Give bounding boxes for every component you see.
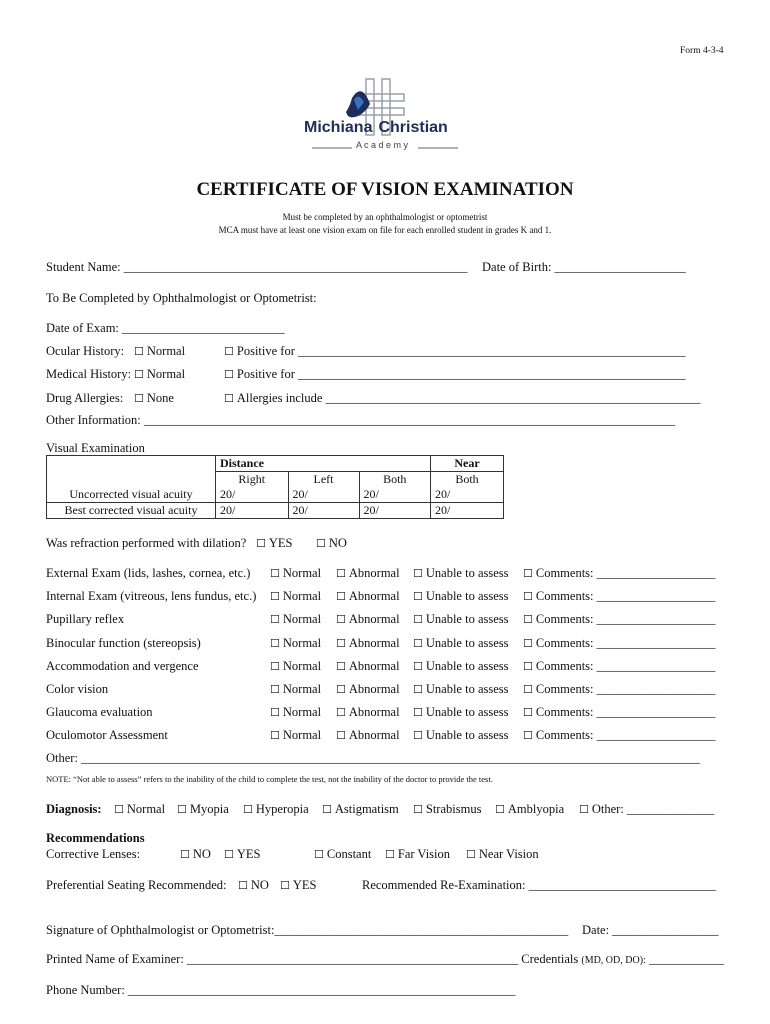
diagnosis-option-label: Other: ______________ [591,802,715,816]
exam-normal-checkbox[interactable] [270,728,321,743]
diagnosis-strabismus-checkbox[interactable] [413,802,481,817]
diagnosis-hyperopia-checkbox[interactable] [243,802,309,817]
ocular-positive-label: Positive for ______________________________________________________________ [236,344,686,358]
exam-abnormal-label: Abnormal [348,566,400,580]
exam-comments-label: Comments: ___________________ [535,635,716,650]
far-vision-checkbox[interactable] [385,847,450,862]
exam-unable-label: Unable to assess [425,612,509,627]
medical-history-label: Medical History: [46,367,132,381]
exam-normal-checkbox[interactable] [270,705,321,720]
exam-unable-checkbox[interactable] [413,566,509,581]
diagnosis-myopia-checkbox[interactable] [177,802,229,817]
diagnosis-amblyopia-checkbox[interactable] [495,802,564,817]
exam-comments-checkbox[interactable] [523,682,715,697]
exam-unable-checkbox[interactable] [413,705,509,720]
exam-normal-label: Normal [282,612,322,627]
refraction-no-label: NO [328,536,347,550]
near-both-header: Both [431,472,504,488]
exam-abnormal-label: Abnormal [348,612,400,627]
other-information-field[interactable]: Other Information: _____________________________________________________________________________________ [46,413,676,427]
date-of-birth-field[interactable]: Date of Birth: _____________________ [482,260,686,274]
logo-name [304,119,448,137]
visual-exam-title: Visual Examination [46,441,145,455]
exam-comments-checkbox[interactable] [523,566,715,581]
exam-abnormal-checkbox[interactable] [336,705,400,720]
acuity-cell[interactable]: 20/ [216,503,289,519]
near-vision-label: Near Vision [478,847,539,861]
exam-unable-label: Unable to assess [425,705,509,720]
both-header: Both [359,472,431,488]
exam-unable-checkbox[interactable] [413,589,509,604]
exam-unable-checkbox[interactable] [413,612,509,627]
phone-number-field[interactable]: Phone Number: ______________________________________________________________ [46,983,516,997]
diagnosis-option-label: Amblyopia [507,802,565,816]
exam-normal-checkbox[interactable] [270,682,321,697]
signature-date-field[interactable]: Date: _________________ [582,923,719,937]
table-cell [47,472,216,488]
page-title: CERTIFICATE OF VISION EXAMINATION [196,179,574,200]
diagnosis-option-label: Strabismus [425,802,482,816]
acuity-cell[interactable]: 20/ [216,487,289,503]
exam-comments-checkbox[interactable] [523,705,715,720]
medical-normal-label: Normal [146,367,186,381]
seating-yes-checkbox[interactable] [280,878,317,893]
distance-header: Distance [216,456,289,472]
medical-normal-checkbox[interactable] [134,367,185,382]
drug-none-label: None [146,391,174,405]
medical-positive-label: Positive for ______________________________________________________________ [236,367,686,381]
exam-abnormal-checkbox[interactable] [336,566,400,581]
medical-positive-checkbox[interactable] [224,367,685,382]
recommendations-heading: Recommendations [46,831,145,845]
exam-normal-checkbox[interactable] [270,612,321,627]
exam-comments-label: Comments: ___________________ [535,705,716,720]
exam-unable-checkbox[interactable] [413,728,509,743]
refraction-question: Was refraction performed with dilation? [46,536,247,550]
reexam-field[interactable]: Recommended Re-Examination: ______________________________ [362,878,717,892]
table-cell [288,456,359,472]
right-header: Right [216,472,289,488]
exam-row-label: Color vision [46,682,109,696]
exam-unable-label: Unable to assess [425,658,509,673]
diagnosis-normal-checkbox[interactable] [114,802,165,817]
credentials-blank: ____________ [648,952,724,966]
exam-normal-label: Normal [282,705,322,720]
exam-row-label: Binocular function (stereopsis) [46,635,201,650]
date-of-exam-field[interactable]: Date of Exam: __________________________ [46,321,285,335]
exam-row-label: Internal Exam (vitreous, lens fundus, etc.) [46,589,257,604]
seating-label: Preferential Seating Recommended: [46,878,227,892]
exam-abnormal-checkbox[interactable] [336,728,400,743]
school-logo [300,76,470,156]
exam-row-label: Pupillary reflex [46,612,125,627]
refraction-no-checkbox[interactable] [316,536,347,551]
exam-abnormal-checkbox[interactable] [336,682,400,697]
exam-normal-label: Normal [282,566,322,580]
refraction-yes-label: YES [268,536,293,550]
constant-checkbox[interactable] [314,847,371,862]
exam-abnormal-label: Abnormal [348,682,400,696]
far-vision-label: Far Vision [397,847,451,861]
exam-normal-checkbox[interactable] [270,566,321,581]
exam-abnormal-label: Abnormal [348,705,400,720]
exam-abnormal-label: Abnormal [348,658,400,673]
exam-unable-label: Unable to assess [425,635,509,650]
subtitle-2: MCA must have at least one vision exam on file for each enrolled student in grades K and 1. [218,225,552,235]
exam-row-label: Oculomotor Assessment [46,728,168,743]
drug-allergies-label: Drug Allergies: [46,391,124,405]
corrective-yes-label: YES [236,847,261,861]
exam-abnormal-label: Abnormal [348,728,400,743]
exam-comments-checkbox[interactable] [523,728,715,743]
acuity-cell[interactable]: 20/ [359,503,431,519]
constant-label: Constant [326,847,372,861]
seating-no-label: NO [250,878,269,892]
exam-comments-label: Comments: ___________________ [535,589,716,604]
completion-heading: To Be Completed by Ophthalmologist or Optometrist: [46,291,317,305]
signature-field[interactable]: Signature of Ophthalmologist or Optometrist:_______________________________________________ [46,923,569,937]
subtitle-1: Must be completed by an ophthalmologist or optometrist [282,212,488,222]
corrective-yes-checkbox[interactable] [224,847,261,862]
exam-unable-checkbox[interactable] [413,636,509,651]
exam-unable-label: Unable to assess [425,566,509,580]
exam-row-label: Accommodation and vergence [46,658,199,673]
drug-none-checkbox[interactable] [134,391,174,406]
exam-normal-label: Normal [282,682,322,696]
exam-unable-checkbox[interactable] [413,659,509,674]
exam-unable-label: Unable to assess [425,682,509,696]
exam-normal-checkbox[interactable] [270,636,321,651]
exam-comments-label: Comments: ___________________ [535,566,716,580]
table-cell [47,456,216,472]
exam-normal-label: Normal [282,658,322,673]
printed-name-label: Printed Name of Examiner: _____________________________________________________ Credentials [46,952,579,966]
table-cell [359,456,431,472]
diagnosis-other-checkbox[interactable] [579,802,714,817]
exam-abnormal-label: Abnormal [348,635,400,650]
ocular-history-label: Ocular History: [46,344,125,358]
table-row [47,487,504,503]
acuity-cell[interactable]: 20/ [359,487,431,503]
ocular-positive-checkbox[interactable] [224,344,685,359]
logo-word-2: Christian [378,119,448,136]
form-number: Form 4-3-4 [680,46,724,56]
logo-word-1: Michiana [304,119,373,136]
diagnosis-option-label: Astigmatism [334,802,399,816]
acuity-cell[interactable]: 20/ [288,487,359,503]
other-field[interactable]: Other: ___________________________________________________________________________________________________ [46,751,700,765]
diagnosis-option-label: Normal [126,802,166,816]
ocular-normal-checkbox[interactable] [134,344,185,359]
table-row [47,456,504,472]
exam-abnormal-checkbox[interactable] [336,636,400,651]
credentials-hint: (MD, OD, DO): [581,955,646,966]
drug-allergies-checkbox[interactable] [224,391,701,406]
drug-allergies-include-label: Allergies include ____________________________________________________________ [236,391,701,405]
exam-unable-checkbox[interactable] [413,682,509,697]
near-header: Near [431,456,504,472]
exam-comments-label: Comments: ___________________ [535,658,716,673]
corrective-no-checkbox[interactable] [180,847,211,862]
logo-academy: A c a d e m y [356,140,409,150]
note-text: NOTE: “Not able to assess” refers to the inability of the child to complete the test, not the inability of the doctor to provide the test. [46,774,493,784]
exam-comments-checkbox[interactable] [523,589,715,604]
exam-comments-checkbox[interactable] [523,659,715,674]
exam-comments-checkbox[interactable] [523,636,715,651]
visual-exam-table [46,455,504,519]
exam-abnormal-label: Abnormal [348,589,400,604]
diagnosis-option-label: Hyperopia [255,802,309,816]
seating-no-checkbox[interactable] [238,878,269,893]
exam-normal-checkbox[interactable] [270,659,321,674]
printed-name-field[interactable] [46,952,724,967]
exam-comments-label: Comments: ___________________ [535,682,716,696]
row-label: Uncorrected visual acuity [47,487,216,503]
exam-abnormal-checkbox[interactable] [336,659,400,674]
near-vision-checkbox[interactable] [466,847,539,862]
left-header: Left [288,472,359,488]
exam-unable-label: Unable to assess [425,589,509,604]
exam-comments-label: Comments: ___________________ [535,728,716,743]
exam-normal-label: Normal [282,635,322,650]
corrective-no-label: NO [192,847,211,861]
exam-unable-label: Unable to assess [425,728,509,743]
refraction-yes-checkbox[interactable] [256,536,293,551]
exam-abnormal-checkbox[interactable] [336,589,400,604]
acuity-cell[interactable]: 20/ [288,503,359,519]
table-row [47,472,504,488]
diagnosis-astigmatism-checkbox[interactable] [322,802,399,817]
exam-normal-label: Normal [282,589,322,604]
diagnosis-label: Diagnosis: [46,802,102,816]
table-row [47,503,504,519]
acuity-cell[interactable]: 20/ [431,487,504,503]
exam-comments-checkbox[interactable] [523,612,715,627]
exam-normal-checkbox[interactable] [270,589,321,604]
student-name-field[interactable]: Student Name: _______________________________________________________ [46,260,468,274]
seating-yes-label: YES [292,878,317,892]
ocular-normal-label: Normal [146,344,186,358]
exam-normal-label: Normal [282,728,322,743]
row-label: Best corrected visual acuity [47,503,216,519]
acuity-cell[interactable]: 20/ [431,503,504,519]
exam-abnormal-checkbox[interactable] [336,612,400,627]
exam-comments-label: Comments: ___________________ [535,612,716,627]
diagnosis-option-label: Myopia [189,802,229,816]
exam-row-label: External Exam (lids, lashes, cornea, etc.) [46,566,251,580]
corrective-lenses-label: Corrective Lenses: [46,847,141,861]
exam-row-label: Glaucoma evaluation [46,705,153,720]
